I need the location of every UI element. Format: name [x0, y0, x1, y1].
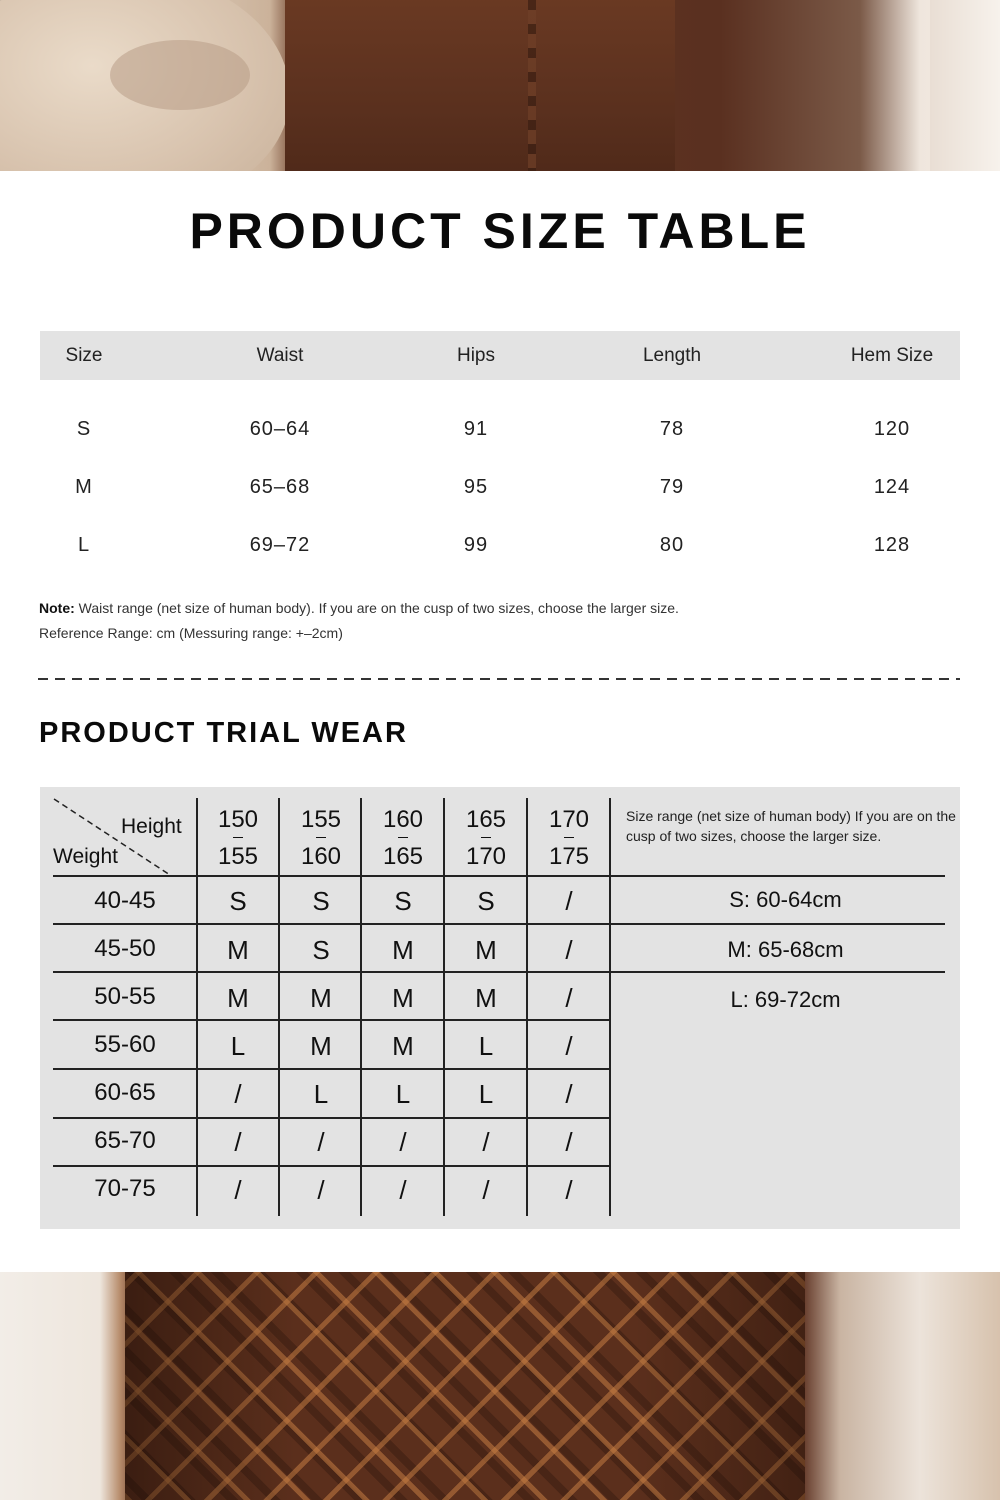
- cell: 128: [873, 533, 911, 556]
- size-cell: /: [234, 1175, 242, 1205]
- size-range-l: L: 69-72cm: [730, 987, 841, 1012]
- size-table: [40, 331, 960, 574]
- grid-hline: [53, 1165, 610, 1167]
- size-cell: M: [310, 983, 332, 1013]
- size-cell: /: [317, 1175, 325, 1205]
- size-range-m: M: 65-68cm: [727, 937, 844, 962]
- corner-weight-label: Weight: [53, 845, 118, 868]
- size-cell: M: [392, 983, 414, 1013]
- size-row-m: [40, 458, 960, 516]
- trial-wear-title: PRODUCT TRIAL WEAR: [39, 717, 408, 749]
- size-cell: /: [565, 886, 573, 916]
- corner-height-label: Height: [121, 815, 182, 838]
- grid-hline: [53, 923, 945, 925]
- product-photo-bottom: [0, 1272, 1000, 1500]
- size-cell: /: [565, 935, 573, 965]
- size-cell: /: [565, 1127, 573, 1157]
- size-cell: /: [234, 1127, 242, 1157]
- cell: 69–72: [249, 533, 311, 556]
- size-note: [39, 596, 679, 646]
- size-cell: L: [230, 1031, 246, 1061]
- size-cell: /: [399, 1127, 407, 1157]
- size-cell: /: [565, 1175, 573, 1205]
- trial-side-note: Size range (net size of human body) If you are on the cusp of two sizes, choose the larger size.: [626, 808, 956, 844]
- cell: 95: [463, 475, 489, 498]
- size-cell: /: [317, 1127, 325, 1157]
- size-cell: L: [478, 1031, 494, 1061]
- height-top: 150: [217, 806, 259, 833]
- cell: 65–68: [249, 475, 311, 498]
- cell: S: [76, 417, 92, 440]
- grid-hline: [53, 875, 945, 877]
- height-col-150: [197, 801, 279, 875]
- weight-label: 45-50: [94, 935, 156, 962]
- note-text: Waist range (net size of human body). If you are on the cusp of two sizes, choose the larger size.: [78, 600, 679, 616]
- grid-hline: [53, 1117, 610, 1119]
- size-cell: S: [312, 935, 330, 965]
- height-bottom: 155: [217, 843, 259, 870]
- cell: 91: [463, 417, 489, 440]
- size-cell: /: [565, 983, 573, 1013]
- header-hips: Hips: [456, 344, 495, 366]
- product-photo-top: [0, 0, 1000, 171]
- header-length: Length: [642, 344, 702, 366]
- range-bar: [233, 837, 243, 838]
- size-cell: S: [229, 886, 247, 916]
- range-bar: [398, 837, 408, 838]
- cell: 124: [873, 475, 911, 498]
- size-cell: M: [227, 983, 249, 1013]
- range-bar: [481, 837, 491, 838]
- size-cell: /: [565, 1031, 573, 1061]
- size-cell: M: [392, 935, 414, 965]
- height-top: 165: [465, 806, 507, 833]
- range-bar: [564, 837, 574, 838]
- reference-range: Reference Range: cm (Messuring range: +–2cm): [39, 625, 343, 641]
- header-hem-size: Hem Size: [850, 344, 934, 366]
- cell: L: [77, 533, 91, 556]
- size-cell: M: [227, 935, 249, 965]
- photo-background-edge: [930, 0, 1000, 171]
- height-bottom: 170: [465, 843, 507, 870]
- photo-stitch-detail: [528, 0, 536, 171]
- size-cell: M: [475, 983, 497, 1013]
- size-cell: L: [395, 1079, 411, 1109]
- height-top: 170: [548, 806, 590, 833]
- size-cell: /: [565, 1079, 573, 1109]
- height-top: 160: [382, 806, 424, 833]
- cell: 60–64: [249, 417, 311, 440]
- weight-label: 50-55: [94, 983, 156, 1010]
- size-cell: M: [392, 1031, 414, 1061]
- height-top: 155: [300, 806, 342, 833]
- cell: 120: [873, 417, 911, 440]
- size-range-s: S: 60-64cm: [729, 887, 842, 912]
- cell: 80: [659, 533, 685, 556]
- range-bar: [316, 837, 326, 838]
- weight-label: 55-60: [94, 1031, 156, 1058]
- photo-sweater-shape: [285, 0, 675, 171]
- size-cell: M: [475, 935, 497, 965]
- grid-hline: [53, 1019, 610, 1021]
- height-bottom: 165: [382, 843, 424, 870]
- size-cell: S: [394, 886, 412, 916]
- weight-label: 60-65: [94, 1079, 156, 1106]
- size-row-l: [40, 516, 960, 574]
- size-cell: L: [478, 1079, 494, 1109]
- size-cell: /: [234, 1079, 242, 1109]
- height-bottom: 160: [300, 843, 342, 870]
- weight-label: 70-75: [94, 1175, 156, 1202]
- header-waist: Waist: [256, 344, 304, 366]
- size-cell: /: [482, 1175, 490, 1205]
- grid-hline: [53, 971, 945, 973]
- cell: M: [75, 475, 93, 498]
- size-cell: /: [482, 1127, 490, 1157]
- cell: 99: [463, 533, 489, 556]
- size-row-s: [40, 400, 960, 458]
- grid-hline: [53, 1068, 610, 1070]
- size-table-title: PRODUCT SIZE TABLE: [189, 203, 811, 259]
- cell: 79: [659, 475, 685, 498]
- size-cell: S: [312, 886, 330, 916]
- height-col-165: [445, 801, 527, 875]
- size-cell: /: [399, 1175, 407, 1205]
- dashed-divider: [38, 678, 960, 680]
- size-cell: L: [313, 1079, 329, 1109]
- weight-label: 65-70: [94, 1127, 156, 1154]
- header-size: Size: [65, 344, 103, 366]
- size-table-header: [40, 331, 960, 380]
- height-bottom: 175: [548, 843, 590, 870]
- height-col-155: [280, 801, 362, 875]
- size-cell: S: [477, 886, 495, 916]
- cell: 78: [659, 417, 685, 440]
- photo-coat-fold: [110, 40, 250, 110]
- photo-skirt-shading: [125, 1272, 805, 1500]
- size-cell: M: [310, 1031, 332, 1061]
- weight-label: 40-45: [94, 887, 156, 914]
- height-col-160: [362, 801, 444, 875]
- height-col-170: [528, 801, 610, 875]
- note-label: Note:: [39, 600, 75, 616]
